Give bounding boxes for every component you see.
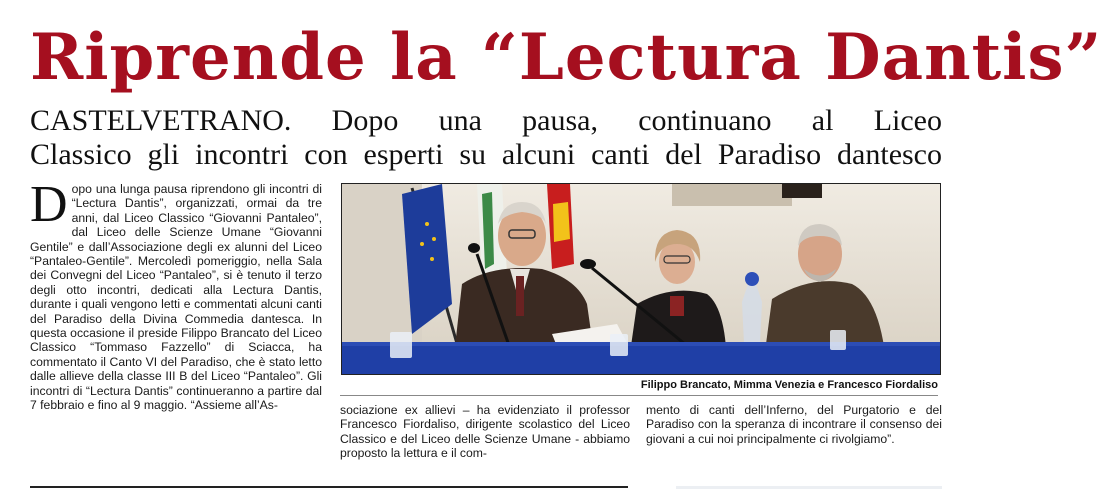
conference-photo-illustration — [342, 184, 940, 374]
tablecloth — [342, 344, 940, 374]
bottom-rule-right — [676, 486, 942, 489]
subheadline-line-1: CASTELVETRANO. Dopo una pausa, continuano al Liceo — [30, 104, 942, 137]
subheadline-line-2: Classico gli incontri con esperti su alcuni canti del Paradiso dantesco — [30, 138, 942, 171]
article-column-3: mento di canti dell’Inferno, del Purgatorio e del Paradiso con la speranza di incontrare il consenso dei giovani a cui noi principalmente ci rivolgiamo”. — [646, 403, 942, 446]
article-column-2: sociazione ex allievi – ha evidenziato il professor Francesco Fiordaliso, dirigente scolastico del Liceo Classico e del Liceo delle Scienze Umane - abbiamo proposto la lettura e il com- — [340, 403, 630, 461]
headline: Riprende la “Lectura Dantis” — [30, 20, 1102, 95]
photo-caption: Filippo Brancato, Mimma Venezia e Francesco Fiordaliso — [340, 375, 938, 396]
article-column-1 — [30, 176, 322, 413]
article-column-1-text: opo una lunga pausa riprendono gli incontri di “Lectura Dantis”, organizzati, ormai da tre anni, dal Liceo Classico “Giovanni Pantaleo”, dal Liceo delle Scienze Umane “Giovanni Gentile” e dall’Associazione degli ex alunni del Liceo “Pantaleo-Gentile”. Mercoledì pomeriggio, nella Sala dei Convegni del Liceo “Pantaleo”, si è tenuto il terzo degli otto incontri, dedicati alla Lectura Dantis, durante i quali vengono letti e commentati alcuni canti del Paradiso della Divina Commedia dantesca. In questa occasione il preside Filippo Brancato del Liceo Classico “Tommaso Fazzello” di Sciacca, ha commentato il Canto VI del Paradiso, che è stato letto dalle allieve della classe III B del Liceo “Pantaleo”. Gli incontri di “Lectura Dantis” continueranno a partire dal 7 febbraio e fino al 9 maggio. “Assieme all’As- — [30, 182, 322, 413]
subheadline — [30, 104, 942, 172]
drop-cap: D — [30, 176, 68, 233]
article-photo — [341, 183, 941, 375]
bottom-rule — [30, 486, 628, 488]
